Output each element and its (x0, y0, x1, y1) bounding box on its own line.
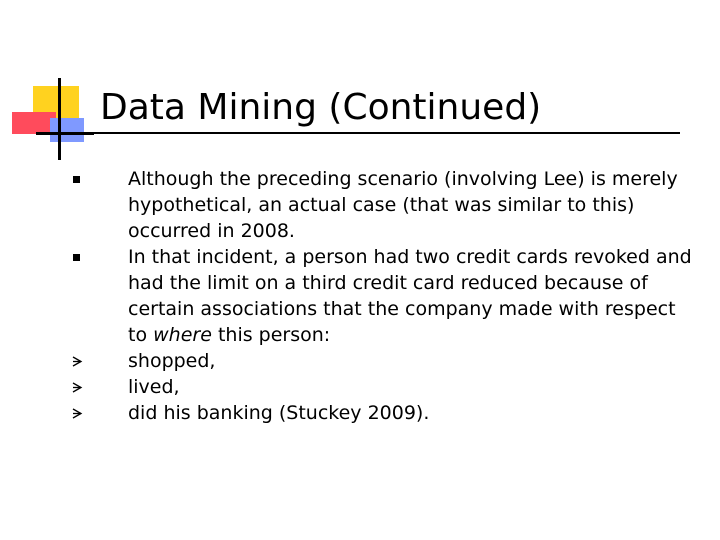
arrow-bullet-icon (73, 374, 87, 400)
bullet-list (73, 166, 693, 426)
bullet-text: did his banking (Stuckey 2009). (128, 402, 430, 424)
bullet-text-end: this person: (211, 324, 331, 346)
vertical-line-decoration (58, 78, 61, 160)
title-underline (88, 132, 680, 134)
bullet-text: lived, (128, 376, 180, 398)
bullet-item (73, 244, 693, 348)
square-bullet-icon (73, 166, 87, 192)
arrow-bullet-icon (73, 348, 87, 374)
bullet-text: Although the preceding scenario (involving Lee) is merely hypothetical, an actual case (that was similar to this) occurred in 2008. (128, 168, 678, 242)
bullet-item (73, 166, 693, 244)
bullet-text-start: In that incident, a person had two credit cards revoked and had the limit on a third credit card reduced because of certain associations that the company made with respect to (128, 246, 692, 346)
arrow-bullet-icon (73, 400, 87, 426)
sub-bullet-item (73, 400, 693, 426)
sub-bullet-item (73, 348, 693, 374)
slide-title: Data Mining (Continued) (100, 87, 542, 128)
bullet-text: shopped, (128, 350, 216, 372)
bullet-text-emphasis: where (153, 324, 212, 346)
bullet-text (128, 244, 693, 348)
sub-bullet-item (73, 374, 693, 400)
square-bullet-icon (73, 244, 87, 270)
title-decoration (0, 0, 110, 170)
horizontal-line-decoration (36, 132, 94, 135)
blue-square-decoration (50, 118, 84, 142)
